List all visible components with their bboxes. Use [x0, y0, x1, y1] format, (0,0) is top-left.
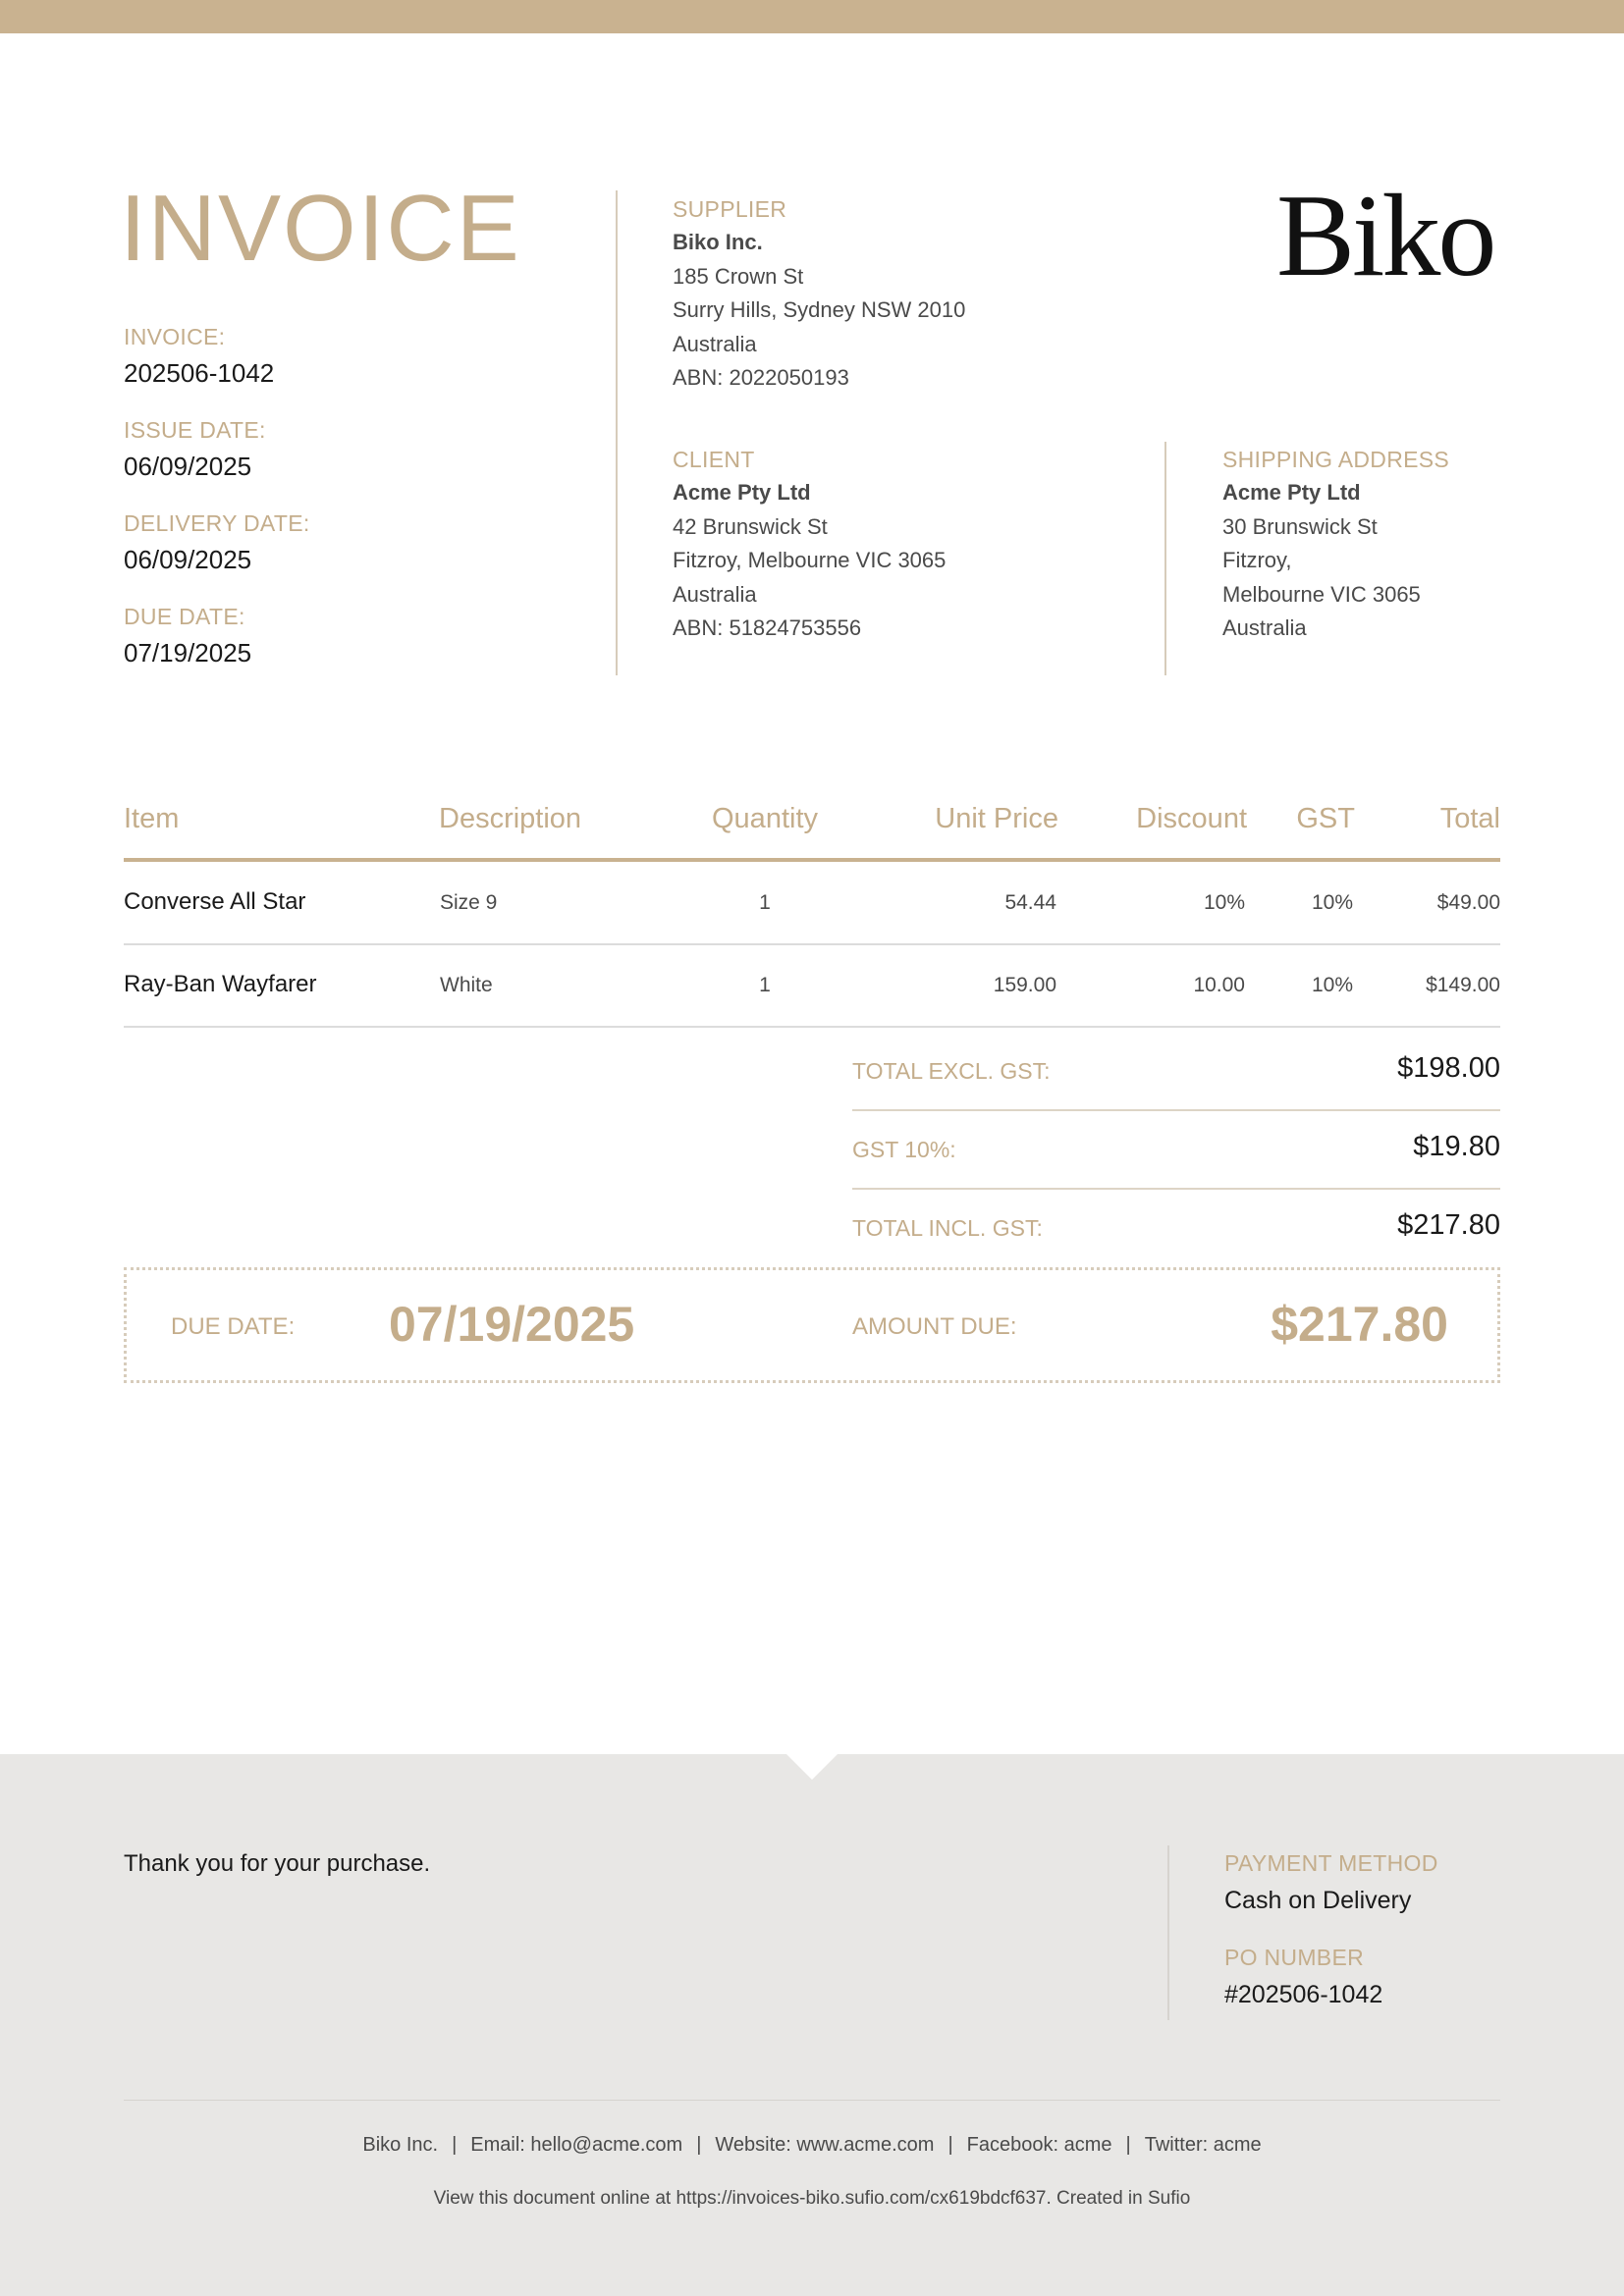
supplier-abn: ABN: 2022050193 [673, 365, 849, 390]
payment-method-label: PAYMENT METHOD [1224, 1850, 1438, 1876]
page-title: INVOICE [120, 176, 521, 281]
invoice-number-block [124, 324, 536, 417]
contact-twitter-link[interactable]: Twitter: acme [1144, 2134, 1262, 2156]
contact-website-link[interactable]: Website: www.acme.com [715, 2134, 935, 2156]
shipping-name: Acme Pty Ltd [1222, 480, 1361, 505]
client-city: Fitzroy, Melbourne VIC 3065 [673, 548, 947, 572]
online-view-note[interactable]: View this document online at https://invoices-biko.sufio.com/cx619bdcf637. Created in Sufio [433, 2188, 1191, 2209]
row-2-gst: 10% [1311, 974, 1353, 996]
supplier-name: Biko Inc. [673, 230, 763, 254]
contact-facebook-link[interactable]: Facebook: acme [966, 2134, 1112, 2156]
total-excl-gst-label: TOTAL EXCL. GST: [852, 1058, 1051, 1084]
amount-due-box [124, 1267, 1500, 1383]
row-1-quantity: 1 [759, 891, 771, 914]
row-1-total: $49.00 [1436, 891, 1500, 914]
contact-company: Biko Inc. [362, 2134, 439, 2156]
shipping-country: Australia [1222, 615, 1307, 640]
totals-divider [852, 1188, 1500, 1190]
brand-logo: Biko [1276, 170, 1494, 300]
due-date-block [124, 604, 536, 697]
client-block [673, 443, 946, 646]
amount-due-label: AMOUNT DUE: [852, 1313, 1017, 1340]
due-date: 07/19/2025 [124, 638, 252, 667]
contact-separator: | [452, 2134, 458, 2156]
delivery-date: 06/09/2025 [124, 545, 252, 574]
row-2-description: White [440, 974, 493, 996]
client-name: Acme Pty Ltd [673, 480, 811, 505]
gst-value: $19.80 [1413, 1131, 1500, 1162]
issue-date-label: ISSUE DATE: [124, 417, 266, 443]
row-1-item: Converse All Star [124, 888, 306, 915]
supplier-city: Surry Hills, Sydney NSW 2010 [673, 297, 966, 322]
gst-label: GST 10%: [852, 1137, 956, 1162]
column-divider [1164, 442, 1166, 675]
po-number: #202506-1042 [1224, 1981, 1383, 2008]
top-accent-bar [0, 0, 1624, 33]
supplier-street: 185 Crown St [673, 263, 804, 289]
shipping-city: Melbourne VIC 3065 [1222, 581, 1421, 607]
footer-divider [1167, 1845, 1169, 2020]
payment-info [1224, 1850, 1438, 2009]
row-1-discount: 10% [1203, 891, 1245, 914]
table-header-rule [124, 858, 1500, 862]
row-2-unit-price: 159.00 [993, 974, 1056, 996]
thank-you-message: Thank you for your purchase. [124, 1850, 431, 1877]
shipping-block [1222, 443, 1449, 646]
delivery-date-label: DELIVERY DATE: [124, 510, 310, 536]
row-1-unit-price: 54.44 [1004, 891, 1056, 914]
client-label: CLIENT [673, 447, 755, 472]
shipping-label: SHIPPING ADDRESS [1222, 447, 1450, 472]
po-number-label: PO NUMBER [1224, 1945, 1364, 1970]
invoice-meta [124, 324, 536, 697]
client-street: 42 Brunswick St [673, 513, 828, 539]
due-date-label: DUE DATE: [124, 604, 245, 629]
due-box-date-label: DUE DATE: [171, 1313, 296, 1340]
client-country: Australia [673, 581, 757, 607]
header-unit-price: Unit Price [935, 803, 1058, 834]
issue-date: 06/09/2025 [124, 452, 252, 481]
column-divider [616, 190, 618, 675]
contact-email-link[interactable]: Email: hello@acme.com [470, 2134, 683, 2156]
row-divider [124, 1026, 1500, 1028]
client-abn: ABN: 51824753556 [673, 615, 862, 640]
issue-date-block [124, 417, 536, 510]
due-box-date: 07/19/2025 [389, 1297, 635, 1352]
shipping-street: 30 Brunswick St [1222, 513, 1378, 539]
header-discount: Discount [1136, 803, 1247, 834]
footer [0, 1754, 1624, 2296]
payment-method: Cash on Delivery [1224, 1887, 1412, 1914]
total-incl-gst-label: TOTAL INCL. GST: [852, 1215, 1043, 1241]
totals-divider [852, 1109, 1500, 1111]
delivery-date-block [124, 510, 536, 604]
amount-due-value: $217.80 [1271, 1297, 1448, 1352]
header-total: Total [1439, 803, 1500, 834]
contact-separator: | [1125, 2134, 1131, 2156]
invoice-number: 202506-1042 [124, 358, 275, 388]
supplier-block [673, 192, 965, 396]
row-2-quantity: 1 [759, 974, 771, 996]
row-2-item: Ray-Ban Wayfarer [124, 971, 317, 997]
header-item: Item [124, 803, 180, 834]
contact-line [0, 2134, 1624, 2157]
row-1-gst: 10% [1311, 891, 1353, 914]
footer-rule [124, 2100, 1500, 2101]
total-incl-gst-value: $217.80 [1397, 1209, 1500, 1241]
footer-notch [785, 1753, 839, 1780]
supplier-label: SUPPLIER [673, 196, 787, 222]
header-description: Description [439, 803, 582, 834]
contact-separator: | [696, 2134, 702, 2156]
row-divider [124, 943, 1500, 945]
header-gst: GST [1296, 803, 1355, 834]
contact-separator: | [947, 2134, 953, 2156]
total-excl-gst-value: $198.00 [1397, 1052, 1500, 1084]
invoice-number-label: INVOICE: [124, 324, 226, 349]
shipping-line2: Fitzroy, [1222, 548, 1292, 572]
row-2-total: $149.00 [1426, 974, 1500, 996]
supplier-country: Australia [673, 331, 757, 356]
row-2-discount: 10.00 [1193, 974, 1245, 996]
row-1-description: Size 9 [440, 891, 498, 914]
header-quantity: Quantity [712, 803, 818, 834]
